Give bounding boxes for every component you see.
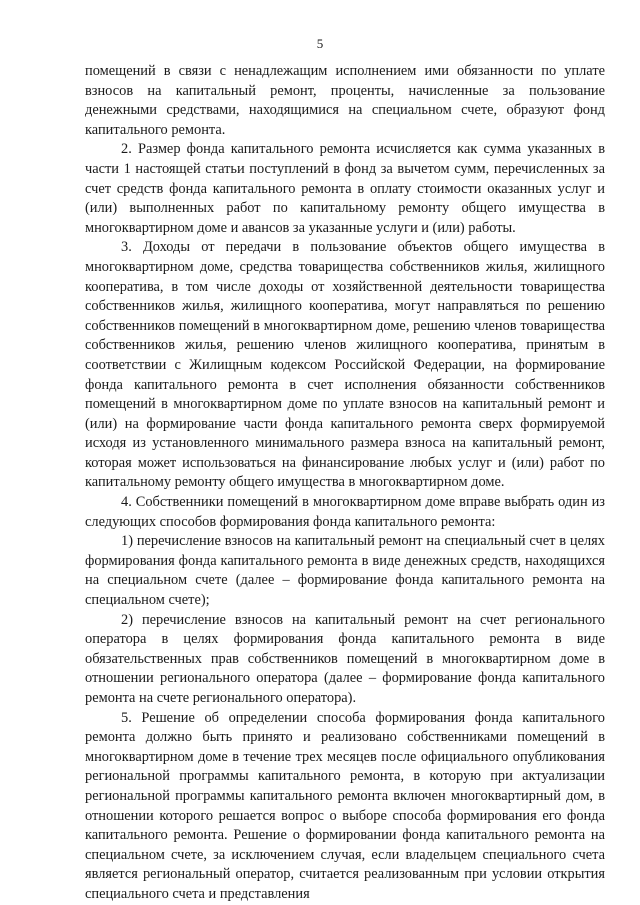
page-number: 5 — [316, 36, 324, 51]
paragraph-subitem-2: 2) перечисление взносов на капитальный ремонт на счет регионального оператора в целях формирования фонда капитального ремонта в виде обязательственных прав собственников помещений в многоквартирном доме в отношении регионального оператора (далее – формирование фонда капитального ремонта на счете регионального оператора). — [85, 611, 605, 706]
paragraph-item-2: 2. Размер фонда капитального ремонта исчисляется как сумма указанных в части 1 настоящей статьи поступлений в фонд за вычетом сумм, перечисленных за счет средств фонда капитального ремонта в оплату стоимости оказанных услуг и (или) выполненных работ по капитальному ремонту общего имущества в многоквартирном доме и авансов за указанные услуги и (или) работы. — [85, 141, 605, 236]
paragraph-continuation: помещений в связи с ненадлежащим исполнением ими обязанности по уплате взносов на капитальный ремонт, проценты, начисленные за пользование денежными средствами, находящимися на специальном счете, образуют фонд капитального ремонта. — [85, 63, 605, 138]
paragraph-subitem-1: 1) перечисление взносов на капитальный ремонт на специальный счет в целях формирования фонда капитального ремонта в виде денежных средств, находящихся на специальном счете (далее – формирование фонда капитального ремонта на специальном счете); — [85, 533, 605, 609]
paragraph-item-5: 5. Решение об определении способа формирования фонда капитального ремонта должно быть принято и реализовано собственниками помещений в многоквартирном доме в течение трех месяцев после официального опубликования региональной программы капитального ремонта, в которую при актуализации региональной программы капитального ремонта включен многоквартирный дом, в отношении которого решается вопрос о выборе способа формирования его фонда капитального ремонта. Решение о формировании фонда капитального ремонта на специальном счете, за исключением случая, если владельцем специального счета является региональный оператор, считается реализованным при условии открытия специального счета и представления — [85, 709, 605, 902]
document-body — [85, 62, 605, 905]
paragraph-item-4: 4. Собственники помещений в многоквартирном доме вправе выбрать один из следующих способов формирования фонда капитального ремонта: — [85, 494, 605, 530]
paragraph-item-3: 3. Доходы от передачи в пользование объектов общего имущества в многоквартирном доме, средства товарищества собственников жилья, жилищного кооператива, в том числе доходы от хозяйственной деятельности товарищества собственников жилья, жилищного кооператива, могут направляться по решению собственников помещений в многоквартирном доме, решению членов товарищества собственников жилья, решению членов жилищного кооператива, принятым в соответствии с Жилищным кодексом Российской Федерации, на формирование фонда капитального ремонта в счет исполнения обязанности собственников помещений в многоквартирном доме по уплате взносов на капитальный ремонт и (или) на формирование части фонда капитального ремонта сверх формируемой исходя из установленного минимального размера взноса на капитальный ремонт, которая может использоваться на финансирование любых услуг и (или) работ по капитальному ремонту общего имущества в многоквартирном доме. — [85, 239, 605, 491]
